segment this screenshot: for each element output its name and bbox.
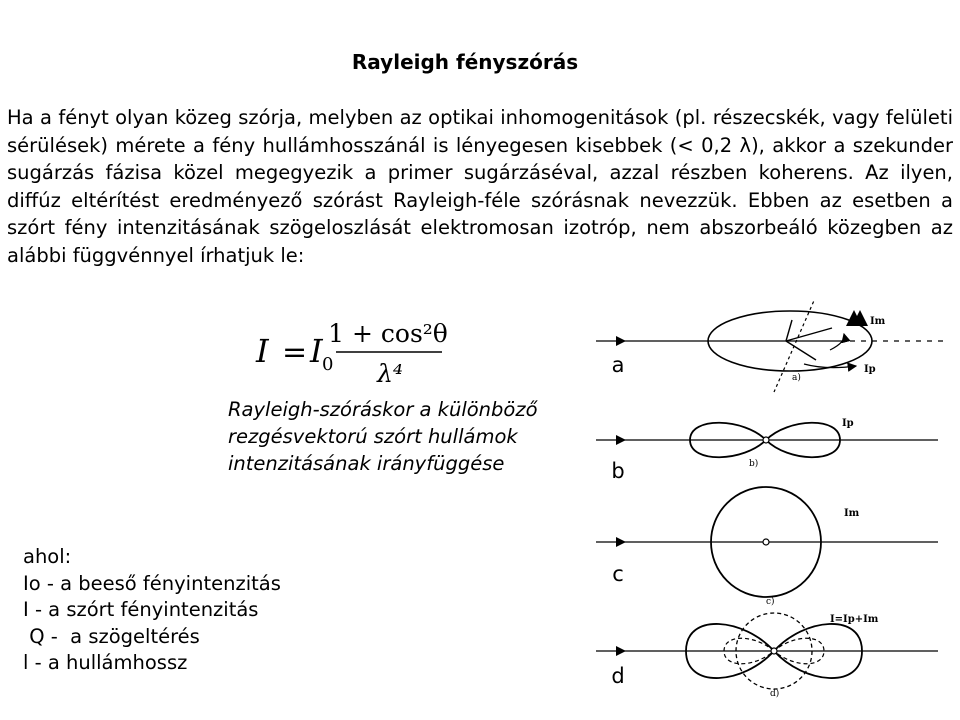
intro-paragraph: Ha a fényt olyan közeg szórja, melyben az optikai inhomogenitások (pl. részecskék, vagy felületi sérülések) mérete a fény hullámhosszánál is lényegesen kisebbek (< 0,2 λ), akkor a szekunder sugárzás fázisa közel megegyezik a primer sugárzáséval, azzal részben koherens. Az ilyen, diffúz eltérítést eredményező szórást Rayleigh-féle szórásnak nevezzük. Ebben az esetben a szórt fény intenzitásának szögeloszlását elektromosan izotróp, nem abszorbeáló közegben az alábbi függvénnyel írhatjuk le:	[7, 106, 953, 267]
symbol-legend	[23, 544, 383, 677]
diagram-a-label-im: Im	[870, 316, 886, 327]
panel-letter-d: d	[611, 664, 625, 688]
diagram-b-sublabel: b)	[749, 459, 759, 469]
caption-line-3: intenzitásának irányfüggése	[228, 452, 505, 475]
formula-denominator: λ⁴	[377, 359, 403, 388]
diagram-a-vector-1	[786, 328, 832, 341]
legend-heading: ahol:	[23, 545, 72, 568]
caption-line-2: rezgésvektorú szórt hullámok	[228, 425, 518, 448]
diagram-a	[596, 300, 944, 392]
formula-equals: =	[282, 335, 308, 370]
diagram-b-label-ip: Ip	[842, 418, 854, 429]
diagram-c-label-im: Im	[844, 508, 860, 519]
rayleigh-formula	[252, 314, 452, 388]
diagram-c-incident-arrow	[616, 537, 626, 547]
formula-i0: I	[310, 332, 323, 370]
diagram-d-incident-arrow	[616, 646, 626, 656]
diagram-b	[596, 418, 938, 469]
legend-item-l: l - a hullámhossz	[23, 651, 188, 674]
diagram-b-incident-arrow	[616, 435, 626, 445]
figure-caption	[228, 396, 628, 477]
diagram-a-incident-arrow	[616, 336, 626, 346]
panel-letter-a: a	[611, 353, 625, 377]
diagram-c-sublabel: c)	[766, 597, 775, 607]
legend-item-io: Io - a beeső fényintenzitás	[23, 571, 281, 595]
panel-letter-c: c	[612, 562, 624, 586]
scattering-diagrams	[594, 300, 954, 720]
diagram-d-label-sum: I=Ip+Im	[830, 614, 879, 625]
legend-item-q: Q - a szögeltérés	[23, 624, 200, 648]
diagram-d-sublabel: d)	[770, 689, 780, 699]
diagram-a-label-ip: Ip	[864, 364, 876, 375]
diagram-a-sublabel: a)	[792, 373, 801, 383]
caption-line-1: Rayleigh-szóráskor a különböző	[228, 398, 538, 421]
formula-lhs: I	[256, 332, 269, 370]
panel-letter-b: b	[611, 459, 625, 483]
formula-numerator: 1 + cos²θ	[328, 319, 448, 348]
diagram-c	[596, 487, 938, 607]
diagram-d	[596, 613, 938, 699]
page-title: Rayleigh fényszórás	[351, 50, 579, 74]
formula-i0-subscript: 0	[322, 354, 334, 375]
legend-item-i: I - a szórt fényintenzitás	[23, 598, 259, 621]
diagram-a-vector-2	[786, 341, 816, 360]
